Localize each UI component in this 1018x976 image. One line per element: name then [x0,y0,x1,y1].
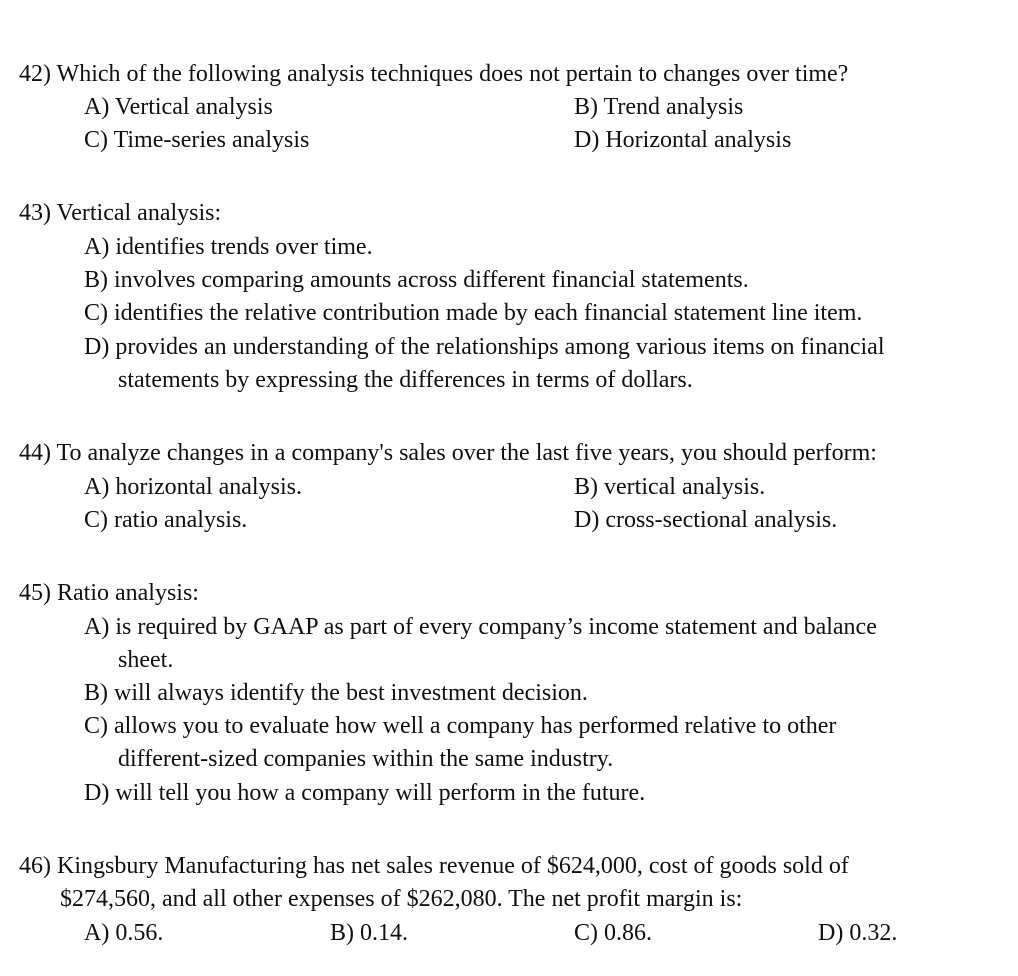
question-stem: 42) Which of the following analysis techniques does not pertain to changes over time? [19,61,849,87]
question-stem: 44) To analyze changes in a company's sales over the last five years, you should perform: [19,440,877,466]
option-b: B) will always identify the best investment decision. [84,680,588,706]
option-c: C) allows you to evaluate how well a company has performed relative to other [84,713,837,739]
option-d: D) cross-sectional analysis. [574,507,838,533]
option-a-continuation: sheet. [118,647,174,673]
question-stem: 43) Vertical analysis: [19,200,222,226]
option-a: A) 0.56. [84,920,164,946]
option-b: B) vertical analysis. [574,474,766,500]
question-stem-continuation: $274,560, and all other expenses of $262,080. The net profit margin is: [60,886,743,912]
option-d: D) Horizontal analysis [574,127,792,153]
question-stem: 45) Ratio analysis: [19,580,199,606]
option-b: B) Trend analysis [574,94,744,120]
option-c: C) identifies the relative contribution made by each financial statement line item. [84,300,863,326]
option-a: A) Vertical analysis [84,94,273,120]
option-c-continuation: different-sized companies within the same industry. [118,746,614,772]
question-stem: 46) Kingsbury Manufacturing has net sales revenue of $624,000, cost of goods sold of [19,853,849,879]
option-b: B) 0.14. [330,920,408,946]
option-d-continuation: statements by expressing the differences in terms of dollars. [118,367,693,393]
option-a: A) is required by GAAP as part of every company’s income statement and balance [84,614,877,640]
option-a: A) horizontal analysis. [84,474,302,500]
option-a: A) identifies trends over time. [84,234,373,260]
option-c: C) Time-series analysis [84,127,310,153]
option-d: D) 0.32. [818,920,898,946]
option-d: D) provides an understanding of the relationships among various items on financial [84,334,885,360]
option-c: C) 0.86. [574,920,652,946]
option-d: D) will tell you how a company will perform in the future. [84,780,646,806]
option-b: B) involves comparing amounts across different financial statements. [84,267,749,293]
option-c: C) ratio analysis. [84,507,248,533]
